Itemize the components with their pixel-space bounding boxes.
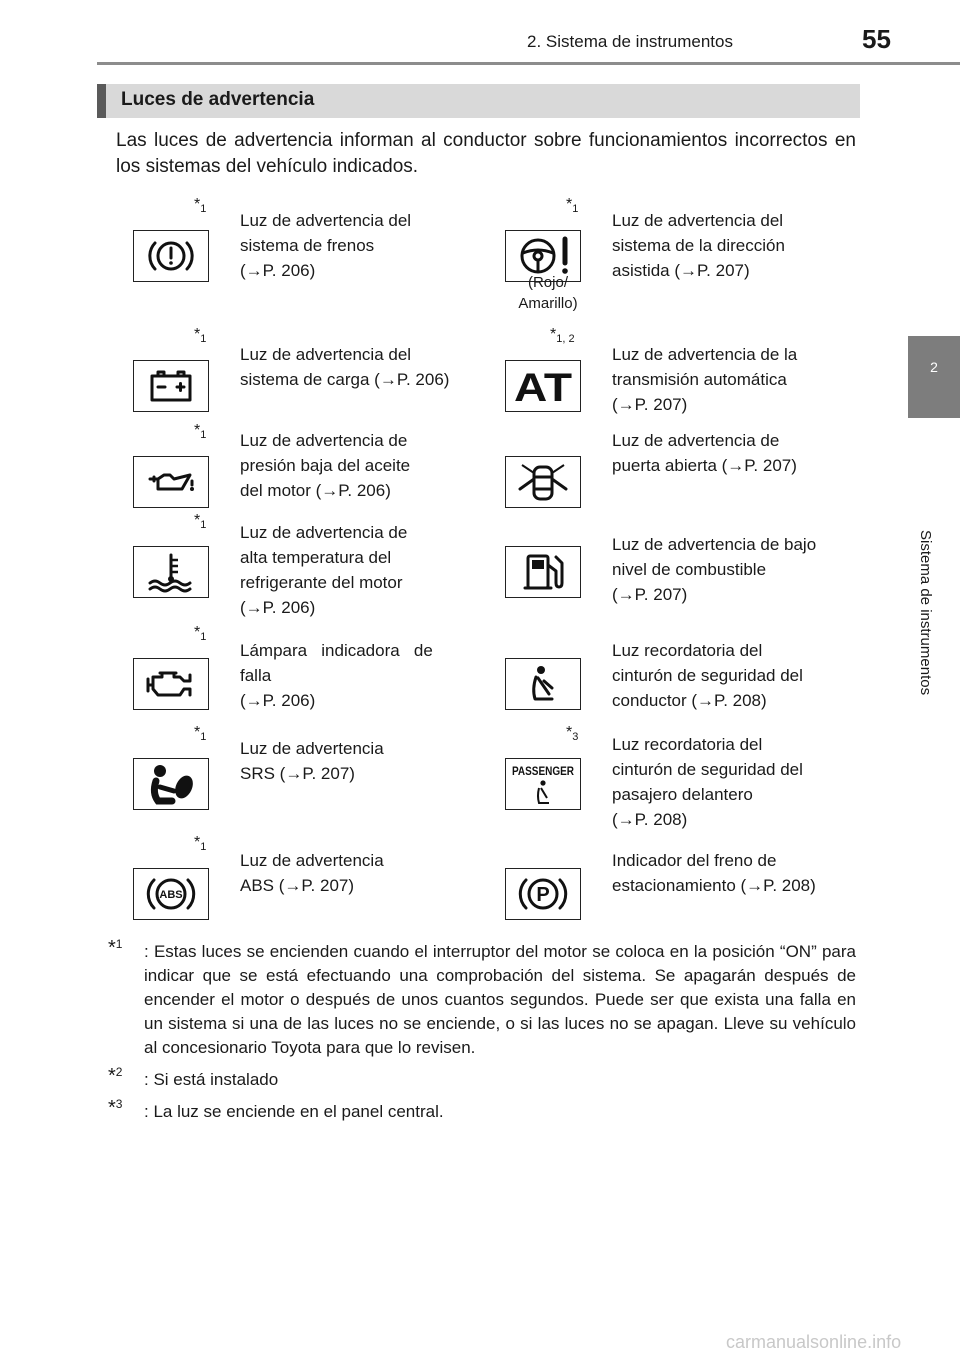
indicator-description: Luz de advertencia de alta temperatura del refrigerante del motor (→P. 206): [240, 523, 408, 617]
footnote-mark: $*_2$: [108, 1065, 123, 1087]
indicator-footnote-mark: $*_1$: [194, 624, 207, 643]
indicator-description: Luz de advertencia de presión baja del aceite del motor (→P. 206): [240, 431, 411, 500]
passenger-seatbelt-reminder-icon: [505, 758, 581, 810]
abs-warning-icon: [133, 868, 209, 920]
indicator-item: [116, 326, 488, 422]
indicator-footnote-mark: $*_{1, 2}$: [550, 326, 575, 345]
parking-brake-indicator-icon: [505, 868, 581, 920]
indicator-footnote-mark: $*_1$: [194, 196, 207, 215]
indicator-footnote-mark: $*_1$: [566, 196, 579, 215]
indicator-description: Luz recordatoria del cinturón de seguridad del pasajero delantero (→P. 208): [612, 735, 803, 829]
indicator-footnote-mark: $*_1$: [194, 834, 207, 853]
section-title: Luces de advertencia: [121, 89, 315, 110]
side-tab-number: 2: [930, 359, 938, 375]
brake-system-warning-icon: [133, 230, 209, 282]
coolant-temperature-warning-icon: [133, 546, 209, 598]
oil-pressure-warning-icon: [133, 456, 209, 508]
indicator-description: Indicador del freno de estacionamiento (→P. 208): [612, 851, 816, 895]
indicator-description: Luz de advertencia de la transmisión automática (→P. 207): [612, 345, 798, 414]
footnotes: [108, 937, 856, 1132]
indicator-footnote-mark: $*_3$: [566, 724, 579, 743]
indicator-footnote-mark: $*_1$: [194, 422, 207, 441]
indicator-item: [488, 724, 860, 834]
watermark: carmanualsonline.info: [726, 1332, 902, 1352]
indicator-item: [488, 834, 860, 924]
indicator-icon-caption: (Rojo/ Amarillo): [518, 274, 578, 312]
svg-text:AT: AT: [514, 366, 572, 410]
indicator-description: Luz de advertencia ABS (→P. 207): [240, 851, 384, 895]
section-bar: [97, 84, 860, 118]
indicator-row: [116, 624, 860, 724]
header-section-title: 2. Sistema de instrumentos: [527, 32, 733, 51]
indicator-description: Luz de advertencia SRS (→P. 207): [240, 739, 384, 783]
indicator-description: Lámpara indicadora de falla (→P. 206): [240, 641, 433, 710]
indicator-description: Luz de advertencia de puerta abierta (→P. 207): [612, 431, 797, 475]
header-rule: [97, 62, 960, 65]
indicator-row: [116, 326, 860, 422]
footnote: [108, 1097, 856, 1124]
page-number: 55: [862, 24, 891, 54]
srs-airbag-warning-icon: [133, 758, 209, 810]
side-tab-label: Sistema de instrumentos: [917, 530, 934, 696]
indicator-description: Luz de advertencia del sistema de frenos (→P. 206): [240, 211, 412, 280]
indicator-item: [488, 196, 860, 326]
footnote-text: : La luz se enciende en el panel central.: [144, 1102, 444, 1121]
indicator-item: [488, 422, 860, 512]
footnote: [108, 937, 856, 1060]
indicator-footnote-mark: $*_1$: [194, 724, 207, 743]
footnote-text: : Si está instalado: [144, 1070, 279, 1089]
malfunction-indicator-icon: [133, 658, 209, 710]
indicator-description: Luz de advertencia del sistema de la dirección asistida (→P. 207): [612, 211, 785, 280]
indicator-item: [488, 624, 860, 724]
open-door-warning-icon: [505, 456, 581, 508]
passenger-icon-label: PASSENGER: [512, 764, 575, 778]
indicator-item: [116, 724, 488, 834]
driver-seatbelt-reminder-icon: [505, 658, 581, 710]
footnote-mark: $*_3$: [108, 1097, 123, 1119]
indicator-row: [116, 724, 860, 834]
indicator-item: [488, 326, 860, 422]
low-fuel-warning-icon: [505, 546, 581, 598]
footnote-mark: $*_1$: [108, 937, 123, 959]
indicator-item: [116, 834, 488, 924]
indicator-description: Luz de advertencia del sistema de carga (→P. 206): [240, 345, 450, 389]
indicator-row: [116, 512, 860, 624]
indicator-description: Luz recordatoria del cinturón de seguridad del conductor (→P. 208): [612, 641, 803, 710]
battery-charging-warning-icon: [133, 360, 209, 412]
footnote: [108, 1065, 856, 1092]
indicator-item: [116, 512, 488, 624]
indicator-description: Luz de advertencia de bajo nivel de combustible (→P. 207): [612, 535, 817, 604]
indicator-item: [116, 196, 488, 326]
abs-icon-label: ABS: [159, 889, 183, 901]
indicator-row: [116, 196, 860, 326]
automatic-transmission-warning-icon: [505, 360, 581, 412]
indicator-item: [116, 422, 488, 512]
intro-paragraph: Las luces de advertencia informan al conductor sobre funcionamientos incorrectos en los sistemas del vehículo indicados.: [116, 130, 856, 177]
indicator-row: [116, 422, 860, 512]
indicator-footnote-mark: $*_1$: [194, 326, 207, 345]
side-tab[interactable]: [908, 336, 960, 418]
indicator-item: [116, 624, 488, 724]
indicator-row: [116, 834, 860, 924]
parking-icon-label: P: [536, 884, 550, 906]
indicator-footnote-mark: $*_1$: [194, 512, 207, 531]
indicator-grid: [116, 196, 860, 924]
indicator-item: [488, 512, 860, 624]
footnote-text: : Estas luces se encienden cuando el interruptor del motor se coloca en la posición “ON” para indicar que se está efectuando una comprobación del sistema. Se apagarán después de encender el motor o después de unos cuantos segundos. Puede ser que exista una falla en un sistema si una de las luces no se enciende, o si las luces no se apagan. Lleve su vehículo al concesionario Toyota para que lo revisen.: [144, 942, 856, 1057]
